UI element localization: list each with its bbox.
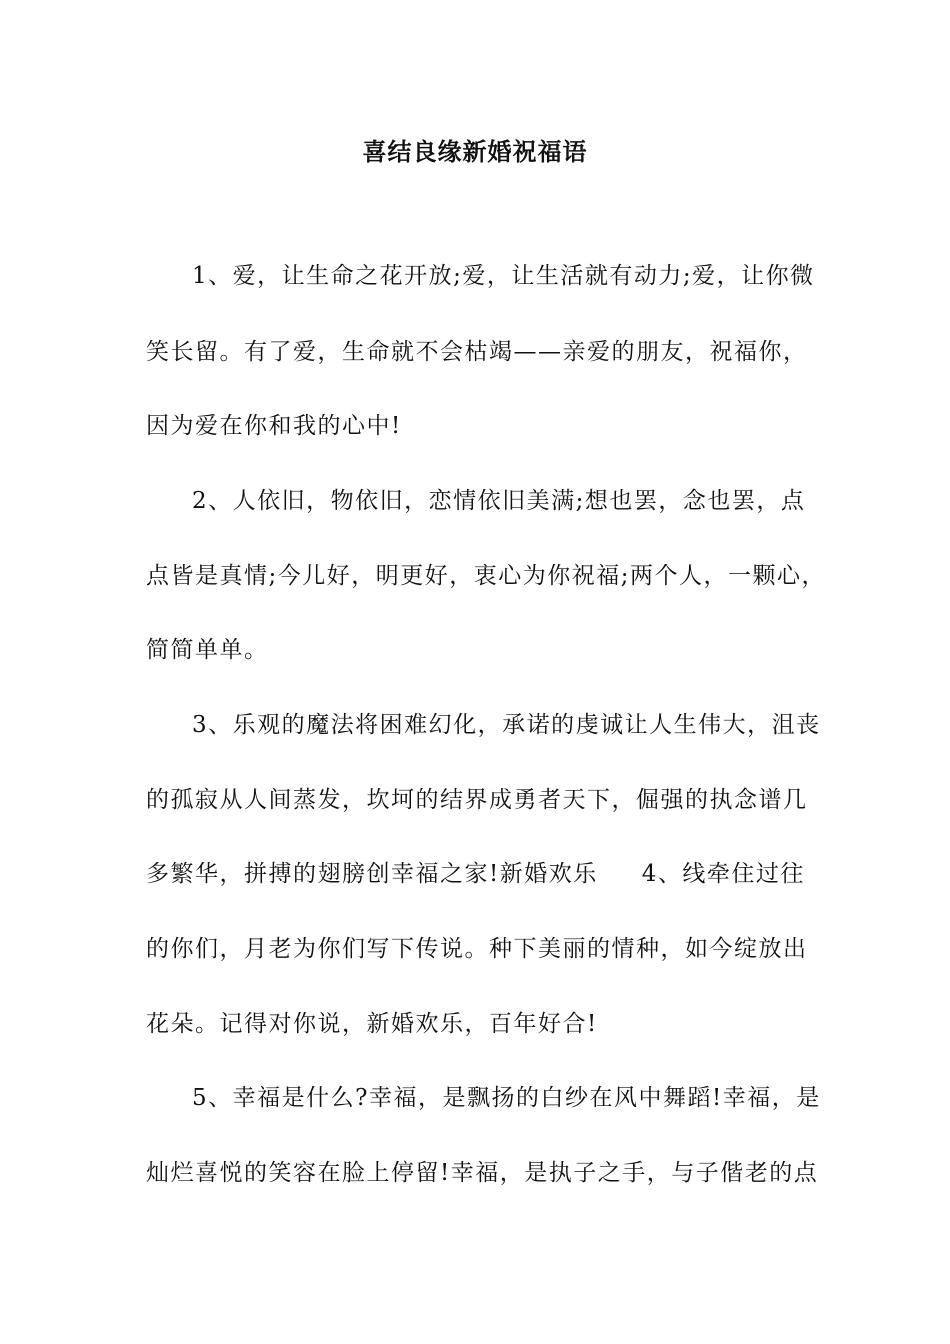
paragraph-2-line-3: 简简单单。 bbox=[146, 637, 269, 663]
paragraph-1-line-1: 1、爱，让生命之花开放;爱，让生活就有动力;爱，让你微 bbox=[192, 263, 815, 289]
paragraph-3-line-2: 的孤寂从人间蒸发，坎坷的结界成勇者天下，倔强的执念谱几 bbox=[146, 787, 808, 813]
paragraph-2-line-2: 点皆是真情;今儿好，明更好，衷心为你祝福;两个人，一颗心， bbox=[146, 563, 826, 589]
paragraph-3-tail: 多繁华，拼搏的翅膀创幸福之家!新婚欢乐 bbox=[146, 861, 598, 887]
paragraph-4-line-2: 的你们，月老为你们写下传说。种下美丽的情种，如今绽放出 bbox=[146, 936, 808, 962]
paragraph-2-line-1: 2、人依旧，物依旧，恋情依旧美满;想也罢，念也罢，点 bbox=[192, 488, 806, 514]
paragraph-4-start: 4、线牵住过往 bbox=[641, 861, 805, 887]
paragraph-4-line-3: 花朵。记得对你说，新婚欢乐，百年好合! bbox=[146, 1011, 598, 1037]
paragraph-5-line-2: 灿烂喜悦的笑容在脸上停留!幸福，是执子之手，与子偕老的点 bbox=[146, 1160, 819, 1186]
paragraph-3-line-1: 3、乐观的魔法将困难幻化，承诺的虔诚让人生伟大，沮丧 bbox=[192, 712, 821, 738]
paragraph-1-line-2: 笑长留。有了爱，生命就不会枯竭——亲爱的朋友，祝福你， bbox=[146, 339, 808, 365]
page-title: 喜结良缘新婚祝福语 bbox=[362, 138, 588, 166]
paragraph-3-line-3 bbox=[146, 859, 805, 889]
paragraph-5-line-1: 5、幸福是什么?幸福，是飘扬的白纱在风中舞蹈!幸福，是 bbox=[192, 1085, 821, 1111]
paragraph-1-line-3: 因为爱在你和我的心中! bbox=[146, 413, 402, 439]
